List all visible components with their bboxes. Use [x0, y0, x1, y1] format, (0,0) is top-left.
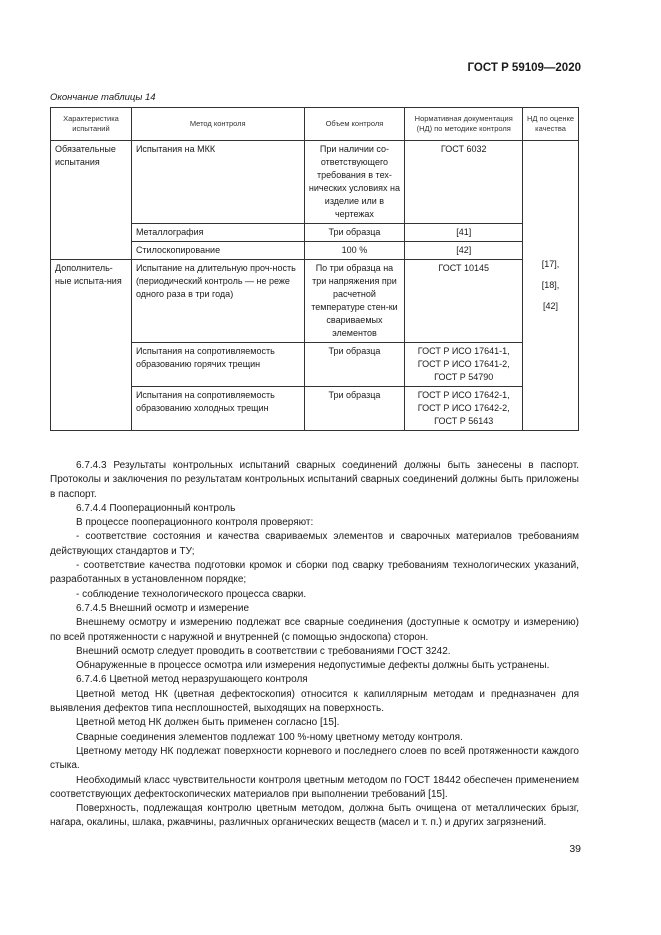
paragraph: Обнаруженные в процессе осмотра или измерения недопустимые дефекты должны быть устранены.	[76, 660, 550, 672]
group-cell: Обязательные испытания	[51, 141, 132, 260]
paragraph: Цветной метод НК должен быть применен согласно [15].	[76, 717, 340, 729]
volume-cell: Три образца	[304, 387, 405, 431]
header-cell: Характеристика испытаний	[51, 108, 132, 141]
nd-cell: ГОСТ Р ИСО 17642-1, ГОСТ Р ИСО 17642-2, ГОСТ Р 56143	[405, 387, 523, 431]
group-cell: Дополнитель-ные испыта-ния	[51, 260, 132, 431]
table-row	[51, 260, 579, 343]
nd-quality-cell	[523, 141, 579, 431]
volume-cell: Три образца	[304, 224, 405, 242]
paragraph: Внешний осмотр следует проводить в соответствии с требованиями ГОСТ 3242.	[76, 645, 451, 657]
volume-cell: При наличии со-ответствующего требования в тех-нических условиях на изделие или в чертежах	[304, 141, 405, 224]
nd-cell: [41]	[405, 224, 523, 242]
paragraph: Внешнему осмотру и измерению подлежат все сварные соединения (доступные к осмотру и измерению) по всей протяженности с наружной и внутренней (с помощью эндоскопа) сторон.	[50, 617, 579, 643]
paragraph: 6.7.4.5 Внешний осмотр и измерение	[76, 602, 250, 614]
paragraph: Цветному методу НК подлежат поверхности корневого и последнего слоев по всей протяженности каждого стыка.	[50, 745, 579, 772]
paragraph: Поверхность, подлежащая контролю цветным методом, должна быть очищена от металлических брызг, нагара, окалины, шлака, ржавчины, различных органических веществ (масел и т. п.) и других загрязнений.	[50, 803, 579, 829]
nd-quality-ref: [18],	[541, 280, 560, 290]
method-cell: Испытание на длительную проч-ность (периодический контроль — не реже одного раза в три года)	[131, 260, 304, 343]
table-row	[51, 141, 579, 224]
method-cell: Металлография	[131, 224, 304, 242]
page-number: 39	[569, 843, 581, 855]
nd-cell: ГОСТ 6032	[405, 141, 523, 224]
nd-cell: ГОСТ Р ИСО 17641-1, ГОСТ Р ИСО 17641-2, ГОСТ Р 54790	[405, 343, 523, 387]
volume-cell: 100 %	[304, 242, 405, 260]
header-cell: НД по оценке качества	[523, 108, 579, 141]
body-text	[50, 459, 579, 831]
paragraph: - соответствие качества подготовки кромок и сборки под сварку требованиям технологических указаний, разработанных в установленном порядке;	[50, 560, 579, 586]
test-methods-table	[50, 107, 579, 431]
paragraph: 6.7.4.4 Пооперационный контроль	[76, 502, 236, 514]
nd-quality-ref: [42]	[543, 301, 559, 311]
method-cell: Стилоскопирование	[131, 242, 304, 260]
nd-cell: ГОСТ 10145	[405, 260, 523, 343]
method-cell: Испытания на сопротивляемость образованию холодных трещин	[131, 387, 304, 431]
table-header-row	[51, 108, 579, 141]
nd-cell: [42]	[405, 242, 523, 260]
paragraph: Необходимый класс чувствительности контроля цветным методом по ГОСТ 18442 обеспечен применением соответствующих дефектоскопических материалов при выполнении требований [15].	[50, 774, 579, 800]
paragraph: Сварные соединения элементов подлежат 100 %-ному цветному методу контроля.	[76, 731, 463, 743]
header-cell: Метод контроля	[131, 108, 304, 141]
volume-cell: Три образца	[304, 343, 405, 387]
paragraph: - соблюдение технологического процесса сварки.	[76, 588, 307, 600]
paragraph: Цветной метод НК (цветная дефектоскопия) относится к капиллярным методам и предназначен для выявления дефектов типа несплошностей, выходящих на поверхность.	[50, 688, 579, 715]
nd-quality-ref: [17],	[541, 259, 560, 269]
paragraph: В процессе пооперационного контроля проверяют:	[76, 517, 314, 529]
volume-cell: По три образца на три напряжения при расчетной температуре стен-ки свариваемых элементов	[304, 260, 405, 343]
table-caption: Окончание таблицы 14	[50, 92, 156, 103]
header-cell: Объем контроля	[304, 108, 405, 141]
method-cell: Испытания на МКК	[131, 141, 304, 224]
method-cell: Испытания на сопротивляемость образованию горячих трещин	[131, 343, 304, 387]
paragraph: 6.7.4.6 Цветной метод неразрушающего контроля	[76, 674, 308, 686]
document-id: ГОСТ Р 59109—2020	[467, 62, 581, 74]
paragraph: - соответствие состояния и качества свариваемых элементов и сварочных материалов требованиям действующих стандартов и ТУ;	[50, 531, 579, 557]
header-cell: Нормативная документация (НД) по методике контроля	[405, 108, 523, 141]
paragraph: 6.7.4.3 Результаты контрольных испытаний сварных соединений должны быть занесены в паспорт. Протоколы и заключения по результатам контрольных испытаний сварных соединений должны быть приложены в паспорт.	[50, 460, 579, 500]
